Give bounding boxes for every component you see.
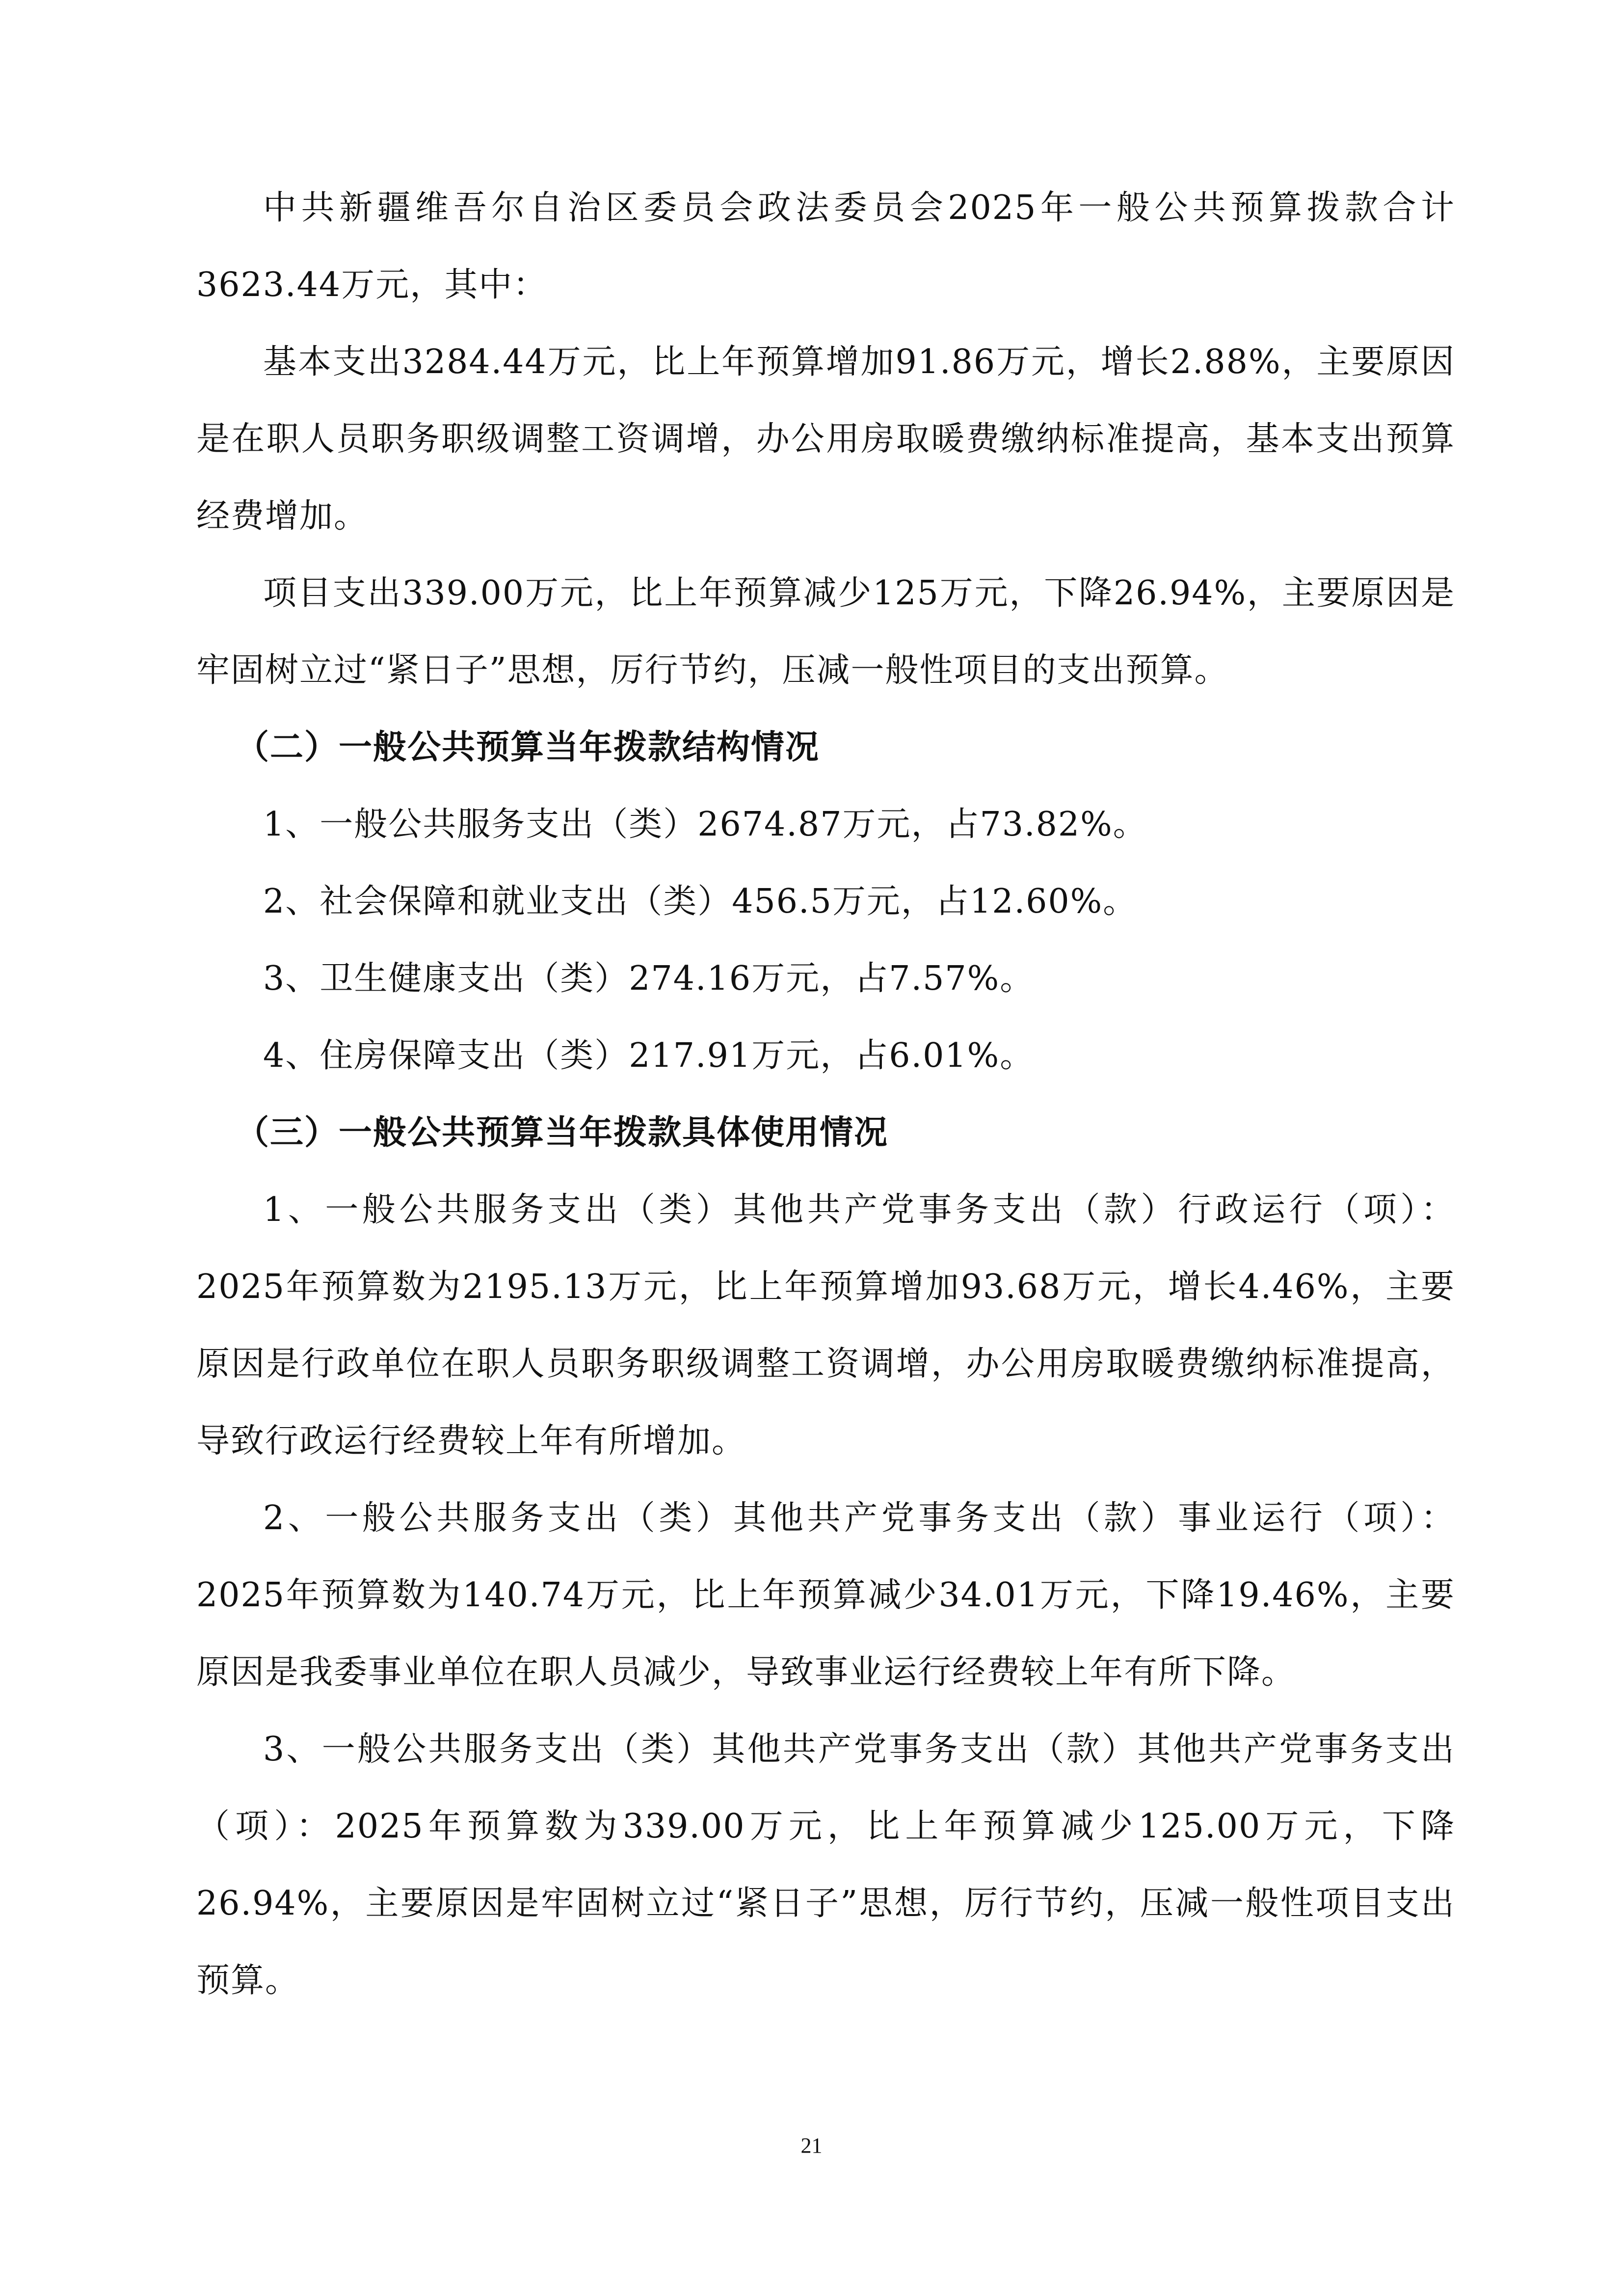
usage-item-1: 1、一般公共服务支出（类）其他共产党事务支出（款）行政运行（项）：2025年预算数为2195.13万元，比上年预算增加93.68万元，增长4.46%，主要原因是行政单位在职人员职务职级调整工资调增，办公用房取暖费缴纳标准提高，导致行政运行经费较上年有所增加。 [196, 1190, 1455, 1460]
section-heading-usage: （三）一般公共预算当年拨款具体使用情况 [236, 1113, 889, 1152]
usage-item-3: 3、一般公共服务支出（类）其他共产党事务支出（款）其他共产党事务支出（项）：2025年预算数为339.00万元，比上年预算减少125.00万元，下降26.94%，主要原因是牢固树立过“紧日子”思想，厉行节约，压减一般性项目支出预算。 [196, 1730, 1455, 2000]
paragraph-project-expenditure: 项目支出339.00万元，比上年预算减少125万元，下降26.94%，主要原因是牢固树立过“紧日子”思想，厉行节约，压减一般性项目的支出预算。 [196, 574, 1455, 690]
usage-item-2: 2、一般公共服务支出（类）其他共产党事务支出（款）事业运行（项）：2025年预算数为140.74万元，比上年预算减少34.01万元，下降19.46%，主要原因是我委事业单位在职人员减少，导致事业运行经费较上年有所下降。 [196, 1499, 1455, 1692]
paragraph-basic-expenditure: 基本支出3284.44万元，比上年预算增加91.86万元，增长2.88%，主要原因是在职人员职务职级调整工资调增，办公用房取暖费缴纳标准提高，基本支出预算经费增加。 [196, 343, 1455, 536]
document-body [196, 169, 1455, 2019]
page-number: 21 [800, 2134, 823, 2158]
structure-item-2: 2、社会保障和就业支出（类）456.5万元，占12.60%。 [263, 882, 1138, 921]
structure-item-3: 3、卫生健康支出（类）274.16万元，占7.57%。 [263, 959, 1035, 998]
structure-item-1: 1、一般公共服务支出（类）2674.87万元，占73.82%。 [263, 805, 1147, 844]
section-heading-structure: （二）一般公共预算当年拨款结构情况 [236, 728, 820, 767]
structure-item-4: 4、住房保障支出（类）217.91万元，占6.01%。 [263, 1036, 1035, 1075]
paragraph-budget-total: 中共新疆维吾尔自治区委员会政法委员会2025年一般公共预算拨款合计3623.44万元，其中： [196, 189, 1455, 304]
